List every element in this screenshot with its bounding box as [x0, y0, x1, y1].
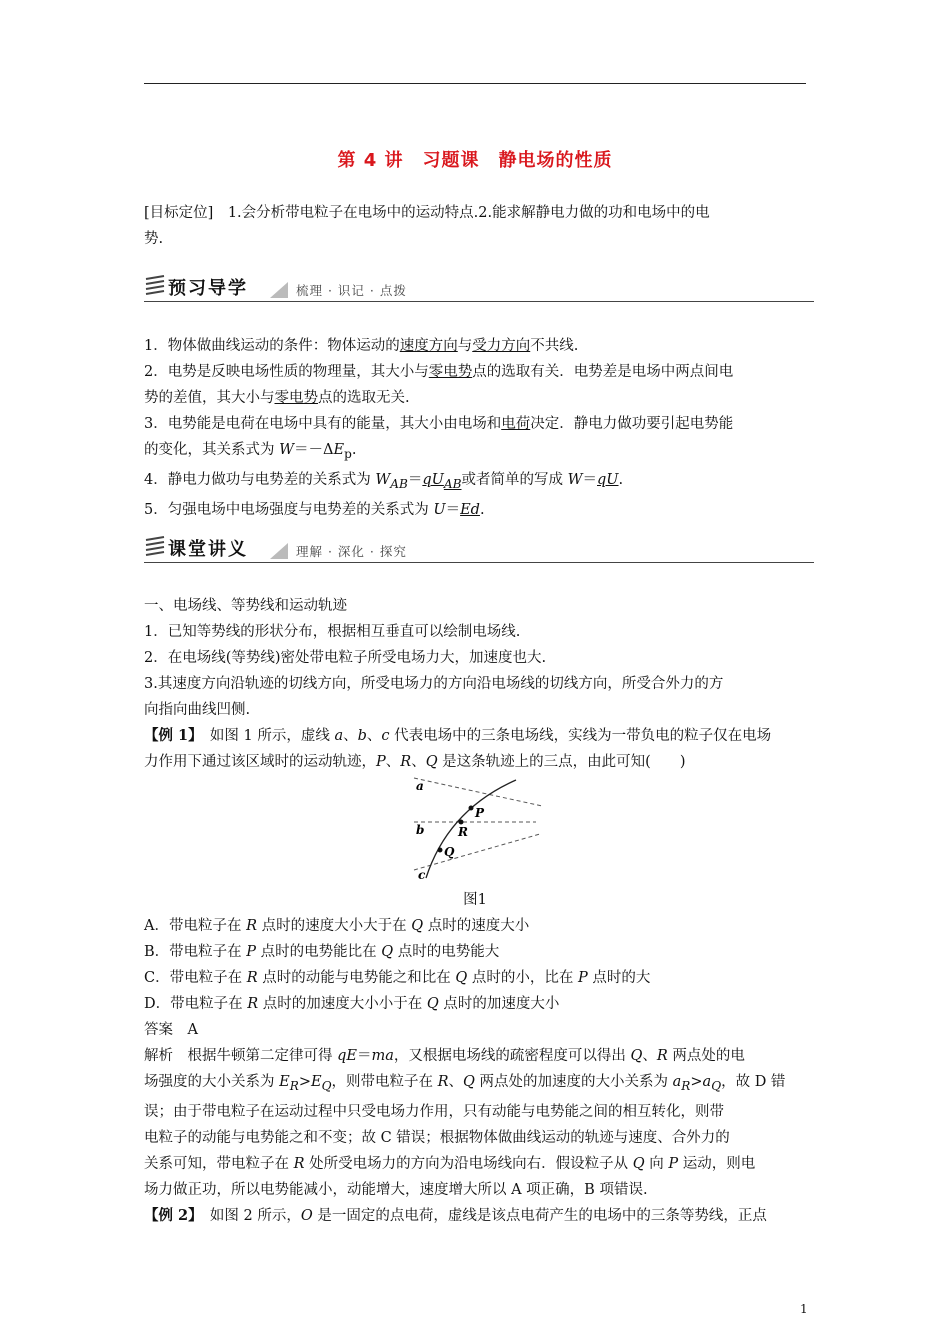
analysis-line-1: 解析 根据牛顿第二定律可得 qE＝ma，又根据电场线的疏密程度可以得出 Q、R 两点处的电	[144, 1048, 745, 1064]
point-R	[459, 820, 464, 825]
analysis-line-5: 关系可知，带电粒子在 R 处所受电场力的方向为沿电场线向右．假设粒子从 Q 向 P 运动，则电	[144, 1155, 756, 1172]
options-and-analysis	[144, 913, 808, 1229]
section-preview-header	[144, 272, 814, 302]
corner-decoration-icon	[268, 278, 290, 300]
page-number: 1	[800, 1302, 808, 1316]
label-Q: Q	[444, 845, 455, 859]
objective-line-2: 势.	[144, 231, 164, 247]
label-c: c	[418, 868, 426, 882]
label-P: P	[475, 806, 485, 820]
figure-1-diagram	[408, 770, 548, 882]
preview-content: 1．物体做曲线运动的条件：物体运动的速度方向与受力方向不共线. 2．电势是反映电场性质的物理量，其大小与零电势点的选取有关．电势差是电场中两点间电 势的差值，其大小与零电势点的选取无关. 3．电势能是电荷在电场中具有的能量，其大小由电场和电荷决定．静电力做功要引起电势能 的变化，其关系式为 $W=-\Delta E_p$. 4．静电力做功与电势差的关系式为 $W_{AB}=qU_{AB}$或者简单的写成 W＝qU. 5．匀强电场中电场强度与电势差的关系式为 U＝Ed.	[144, 338, 734, 518]
field-line-c	[414, 834, 540, 870]
example-1: 【例 1】 如图 1 所示，虚线 a、b、c 代表电场中的三条电场线，实线为一带负电的粒子仅在电场	[144, 727, 772, 744]
option-A: A．带电粒子在 R 点时的速度大小大于在 Q 点时的速度大小	[144, 918, 530, 934]
option-C: C．带电粒子在 R 点时的动能与电势能之和比在 Q 点时的小，比在 P 点时的大	[144, 970, 651, 986]
figure-1-caption: 图1	[463, 892, 487, 908]
analysis-line-4: 电粒子的动能与电势能之和不变；故 C 错误；根据物体做曲线运动的轨迹与速度、合外力的	[144, 1129, 730, 1146]
label-a: a	[416, 779, 424, 793]
stripes-icon	[144, 535, 166, 557]
point-Q	[438, 848, 443, 853]
option-B: B．带电粒子在 P 点时的电势能比在 Q 点时的电势能大	[144, 944, 500, 960]
option-D: D．带电粒子在 R 点时的加速度大小小于在 Q 点时的加速度大小	[144, 996, 560, 1012]
trajectory-curve	[426, 780, 516, 878]
corner-decoration-icon	[268, 539, 290, 561]
lecture-heading: 一、电场线、等势线和运动轨迹	[144, 598, 347, 614]
section-preview-label: 预习导学	[168, 278, 248, 299]
objective-line-1: [目标定位] 1.会分析带电粒子在电场中的运动特点.2.能求解静电力做的功和电场中的电	[144, 205, 710, 221]
answer: 答案 A	[144, 1022, 198, 1038]
section-lecture-header	[144, 533, 814, 563]
analysis-line-2: 场强度的大小关系为 $E_R>E_Q$，则带电粒子在 R、Q 两点处的加速度的大小关系为 $a_R>a_Q$，故 D 错	[144, 1074, 786, 1093]
label-b: b	[416, 823, 425, 837]
stripes-icon	[144, 274, 166, 296]
objective	[144, 200, 808, 252]
lecture-content: 一、电场线、等势线和运动轨迹 1．已知等势线的形状分布，根据相互垂直可以绘制电场线. 2．在电场线(等势线)密处带电粒子所受电场力大，加速度也大. 3.其速度方向沿轨迹的切线方向，所受电场力的方向沿电场线的切线方向，所受合外力的方 向指向曲线凹侧. 【例 1】 如图 1 所示，虚线 a、b、c 代表电场中的三条电场线，实线为一带负电的粒子仅在电场 力作用下通过该区域时的运动轨迹，P、R、Q 是这条轨迹上的三点，由此可知( )	[144, 593, 808, 775]
page-title: 第 4 讲 习题课 静电场的性质	[337, 150, 613, 171]
analysis-line-6: 场力做正功，所以电势能减小，动能增大，速度增大所以 A 项正确，B 项错误.	[144, 1181, 648, 1198]
label-R: R	[458, 825, 468, 839]
section-preview-sub: 梳理 · 识记 · 点拨	[296, 283, 407, 298]
section-lecture-sub: 理解 · 深化 · 探究	[296, 544, 407, 559]
section-lecture-label: 课堂讲义	[168, 539, 248, 560]
point-P	[469, 806, 474, 811]
analysis-line-3: 误；由于带电粒子在运动过程中只受电场力作用，只有动能与电势能之间的相互转化，则带	[144, 1103, 724, 1120]
example-2: 【例 2】 如图 2 所示，O 是一固定的点电荷，虚线是该点电荷产生的电场中的三条等势线，正点	[144, 1206, 767, 1224]
top-rule	[144, 83, 806, 84]
